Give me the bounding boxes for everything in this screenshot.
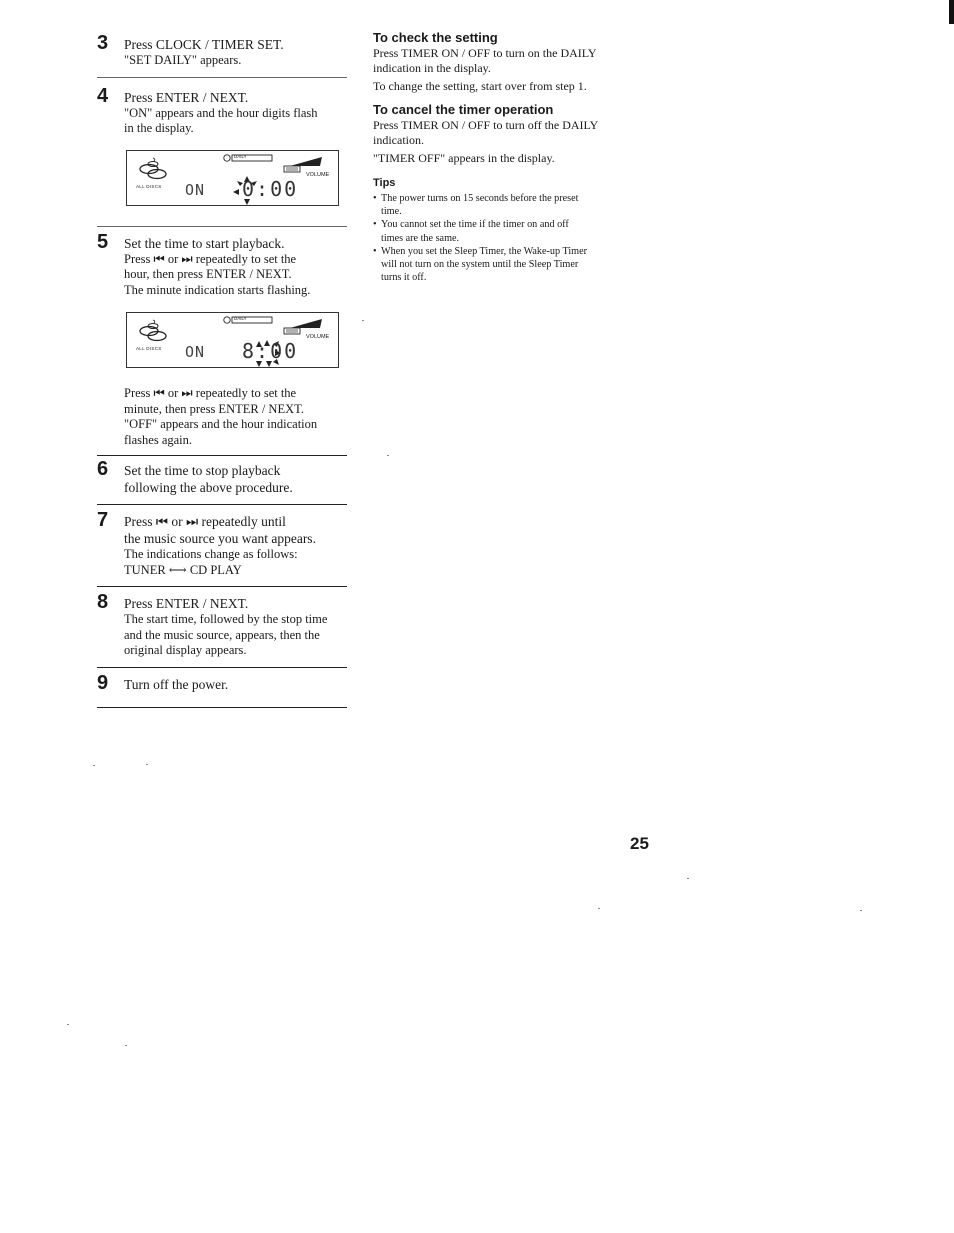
scan-speck bbox=[362, 320, 364, 321]
daily-timer-icon bbox=[223, 154, 273, 162]
scan-speck bbox=[598, 908, 600, 909]
step-3 bbox=[97, 32, 347, 69]
step-6 bbox=[97, 458, 347, 496]
scan-speck bbox=[125, 1045, 127, 1046]
step-number: 5 bbox=[97, 230, 109, 253]
step-text: Press ⏮ or ⏭ repeatedly to set the bbox=[124, 251, 297, 266]
scan-speck bbox=[387, 455, 389, 456]
scan-speck bbox=[67, 1024, 69, 1025]
page-edge-tab bbox=[949, 0, 954, 24]
step-text: The indications change as follows: bbox=[124, 547, 298, 561]
step-number: 8 bbox=[97, 591, 109, 613]
step-divider bbox=[97, 504, 347, 505]
step-text: Press ⏮ or ⏭ repeatedly to set the bbox=[124, 386, 297, 400]
step-text: TUNER ⟷ CD PLAY bbox=[124, 562, 242, 577]
step-divider bbox=[97, 667, 347, 668]
tip-line: turns it off. bbox=[381, 272, 427, 284]
tip-line: times are the same. bbox=[381, 232, 460, 244]
step-text: minute, then press ENTER / NEXT. bbox=[124, 401, 304, 416]
tip-item bbox=[373, 218, 623, 244]
check-setting-text: Press TIMER ON / OFF to turn on the DAILY bbox=[373, 46, 597, 60]
segment-on: ON bbox=[185, 343, 206, 361]
tip-item bbox=[373, 245, 623, 285]
lcd-display-hour bbox=[126, 150, 339, 206]
step-4 bbox=[97, 84, 347, 137]
step-text: "ON" appears and the hour digits flash bbox=[124, 105, 318, 120]
step-heading: Press ENTER / NEXT. bbox=[124, 89, 249, 105]
scan-speck bbox=[146, 764, 148, 765]
daily-timer-icon bbox=[223, 316, 273, 324]
step-heading: Press CLOCK / TIMER SET. bbox=[124, 37, 284, 52]
step-divider bbox=[97, 586, 347, 587]
step-text: hour, then press ENTER / NEXT. bbox=[124, 267, 292, 281]
step-heading: Set the time to start playback. bbox=[124, 235, 285, 251]
scan-speck bbox=[860, 910, 862, 911]
steps-column bbox=[97, 32, 347, 708]
step-heading: Press ENTER / NEXT. bbox=[124, 596, 249, 611]
step-text: flashes again. bbox=[124, 432, 193, 447]
step-text: The start time, followed by the stop time bbox=[124, 612, 328, 626]
volume-label: VOLUME bbox=[306, 334, 330, 340]
notes-column bbox=[373, 30, 623, 284]
daily-label: DAILY bbox=[234, 153, 247, 159]
tip-line: • You cannot set the time if the timer on and off bbox=[381, 219, 569, 231]
all-discs-label: ALL DISCS bbox=[136, 346, 162, 351]
tip-line: time. bbox=[381, 206, 402, 218]
step-number: 3 bbox=[97, 32, 109, 54]
check-setting-heading: To check the setting bbox=[373, 30, 498, 45]
tip-item bbox=[373, 192, 623, 218]
page-number: 25 bbox=[630, 834, 649, 853]
scan-speck bbox=[687, 878, 689, 879]
step-7 bbox=[97, 509, 347, 578]
step-divider bbox=[97, 455, 347, 456]
check-setting-text: indication in the display. bbox=[373, 61, 491, 75]
disc-icon bbox=[135, 157, 173, 183]
segment-time: 0:00 bbox=[242, 176, 299, 201]
step-heading: Turn off the power. bbox=[124, 676, 229, 692]
check-setting-text: To change the setting, start over from step 1. bbox=[373, 79, 587, 93]
step-number: 6 bbox=[97, 458, 109, 480]
segment-on: ON bbox=[185, 180, 206, 199]
disc-icon bbox=[135, 319, 173, 345]
cancel-timer-text: Press TIMER ON / OFF to turn off the DAILY bbox=[373, 118, 599, 132]
step-heading: Set the time to stop playback bbox=[124, 463, 281, 478]
volume-label: VOLUME bbox=[306, 171, 330, 178]
step-divider bbox=[97, 226, 347, 227]
lcd-display-minute bbox=[126, 312, 339, 368]
step-text: original display appears. bbox=[124, 643, 247, 657]
step-text: The minute indication starts flashing. bbox=[124, 282, 311, 297]
step-divider bbox=[97, 707, 347, 708]
scan-speck bbox=[93, 765, 95, 766]
tip-line: • When you set the Sleep Timer, the Wake-up Timer bbox=[381, 245, 587, 257]
step-heading: Press ⏮ or ⏭ repeatedly until bbox=[124, 514, 286, 529]
step-text: in the display. bbox=[124, 121, 194, 135]
daily-label: DAILY bbox=[234, 316, 247, 321]
step-text: and the music source, appears, then the bbox=[124, 627, 320, 642]
tip-line: • The power turns on 15 seconds before the preset bbox=[381, 193, 579, 204]
step-text: "SET DAILY" appears. bbox=[124, 53, 242, 67]
cancel-timer-heading: To cancel the timer operation bbox=[373, 102, 554, 117]
segment-time: 8:00 bbox=[242, 339, 299, 363]
step-5-continued bbox=[97, 386, 347, 448]
step-heading: the music source you want appears. bbox=[124, 531, 316, 546]
cancel-timer-text: indication. bbox=[373, 133, 424, 147]
step-8 bbox=[97, 591, 347, 659]
step-9 bbox=[97, 671, 347, 694]
step-divider bbox=[97, 77, 347, 78]
step-number: 9 bbox=[97, 671, 109, 694]
step-text: "OFF" appears and the hour indication bbox=[124, 417, 318, 431]
step-heading: following the above procedure. bbox=[124, 480, 293, 495]
tip-line: will not turn on the system until the Sleep Timer bbox=[381, 259, 579, 271]
cancel-timer-text: "TIMER OFF" appears in the display. bbox=[373, 151, 555, 165]
step-number: 7 bbox=[97, 509, 109, 531]
tips-heading: Tips bbox=[373, 177, 396, 189]
all-discs-label: ALL DISCS bbox=[136, 183, 162, 189]
step-5 bbox=[97, 230, 347, 299]
step-number: 4 bbox=[97, 84, 109, 107]
